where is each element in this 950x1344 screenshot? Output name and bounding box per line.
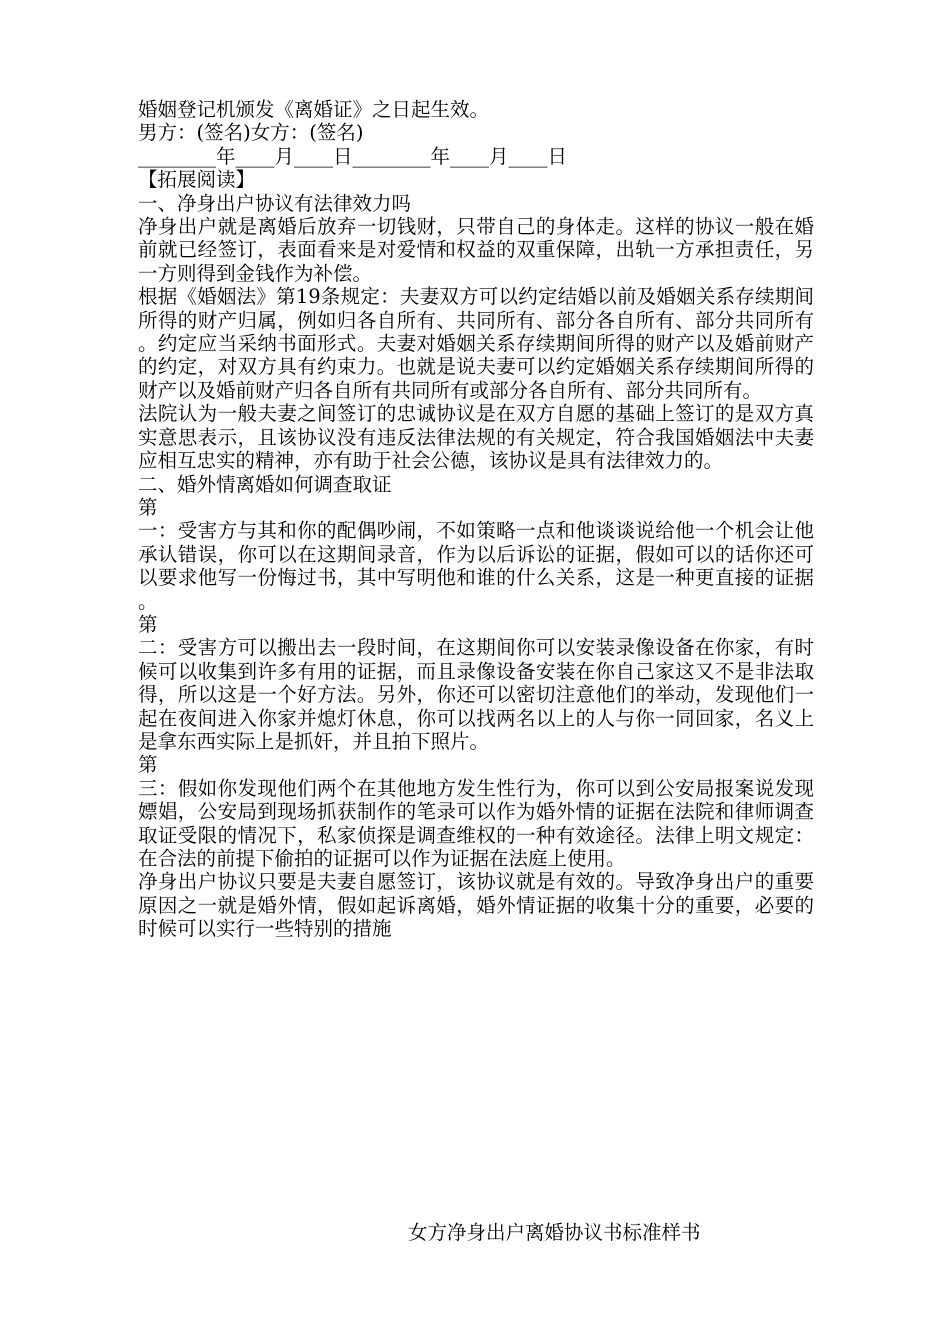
date-line: ________年____月____日________年____月____日: [138, 144, 567, 168]
paragraph-conclusion: 净身出户协议只要是夫妻自愿签订，该协议就是有效的。导致净身出户的重要原因之一就是婚外情，假如起诉离婚，婚外情证据的收集十分的重要，必要的时候可以实行一些特别的措施: [138, 870, 814, 941]
paragraph-definition: 净身出户就是离婚后放弃一切钱财，只带自己的身体走。这样的协议一般在婚前就已经签订，表面看来是对爱情和权益的双重保障，出轨一方承担责任，另一方则得到金钱作为补偿。: [138, 215, 814, 285]
step-marker: 第: [138, 612, 158, 636]
section-heading-2: 二、婚外情离婚如何调查取证: [138, 472, 392, 496]
effective-date-clause: 婚姻登记机颁发《离婚证》之日起生效。: [138, 98, 490, 121]
paragraph-marriage-law: 根据《婚姻法》第19条规定：夫妻双方可以约定结婚以前及婚姻关系存续期间所得的财产归属，例如归各自所有、共同所有、部分各自所有、部分共同所有。约定应当采纳书面形式。夫妻对婚姻关系存续期间所得的财产以及婚前财产的约定，对双方具有约束力。也就是说夫妻可以约定婚姻关系存续期间所得的财产以及婚前财产归各自所有共同所有或部分各自所有、部分共同所有。: [138, 285, 814, 402]
signature-line: 男方：(签名)女方：(签名): [138, 121, 364, 145]
document-body: [138, 98, 814, 941]
paragraph-step-one: 一：受害方与其和你的配偶吵闹，不如策略一点和他谈谈说给他一个机会让他承认错误，你可以在这期间录音，作为以后诉讼的证据，假如可以的话你还可以要求他写一份悔过书，其中写明他和谁的什么关系，这是一种更直接的证据。: [138, 519, 814, 613]
paragraph-step-three: 三：假如你发现他们两个在其他地方发生性行为，你可以到公安局报案说发现嫖娼，公安局到现场抓获制作的笔录可以作为婚外情的证据在法院和律师调查取证受限的情况下，私家侦探是调查维权的一种有效途径。法律上明文规定：在合法的前提下偷拍的证据可以作为证据在法庭上使用。: [138, 776, 814, 870]
step-marker: 第: [138, 753, 158, 777]
paragraph-step-two: 二：受害方可以搬出去一段时间，在这期间你可以安装录像设备在你家，有时候可以收集到许多有用的证据，而且录像设备安装在你自己家这又不是非法取得，所以这是一个好方法。另外，你还可以密切注意他们的举动，发现他们一起在夜间进入你家并熄灯休息，你可以找两名以上的人与你一同回家，名义上是拿东西实际上是抓奸，并且拍下照片。: [138, 636, 814, 753]
step-marker: 第: [138, 495, 158, 519]
footer-title: 女方净身出户离婚协议书标准样书: [408, 1221, 701, 1244]
extended-reading-heading: 【拓展阅读】: [138, 168, 256, 192]
paragraph-court-opinion: 法院认为一般夫妻之间签订的忠诚协议是在双方自愿的基础上签订的是双方真实意思表示，且该协议没有违反法律法规的有关规定，符合我国婚姻法中夫妻应相互忠实的精神，亦有助于社会公德，该协议是具有法律效力的。: [138, 402, 814, 473]
section-heading-1: 一、净身出户协议有法律效力吗: [138, 191, 412, 215]
